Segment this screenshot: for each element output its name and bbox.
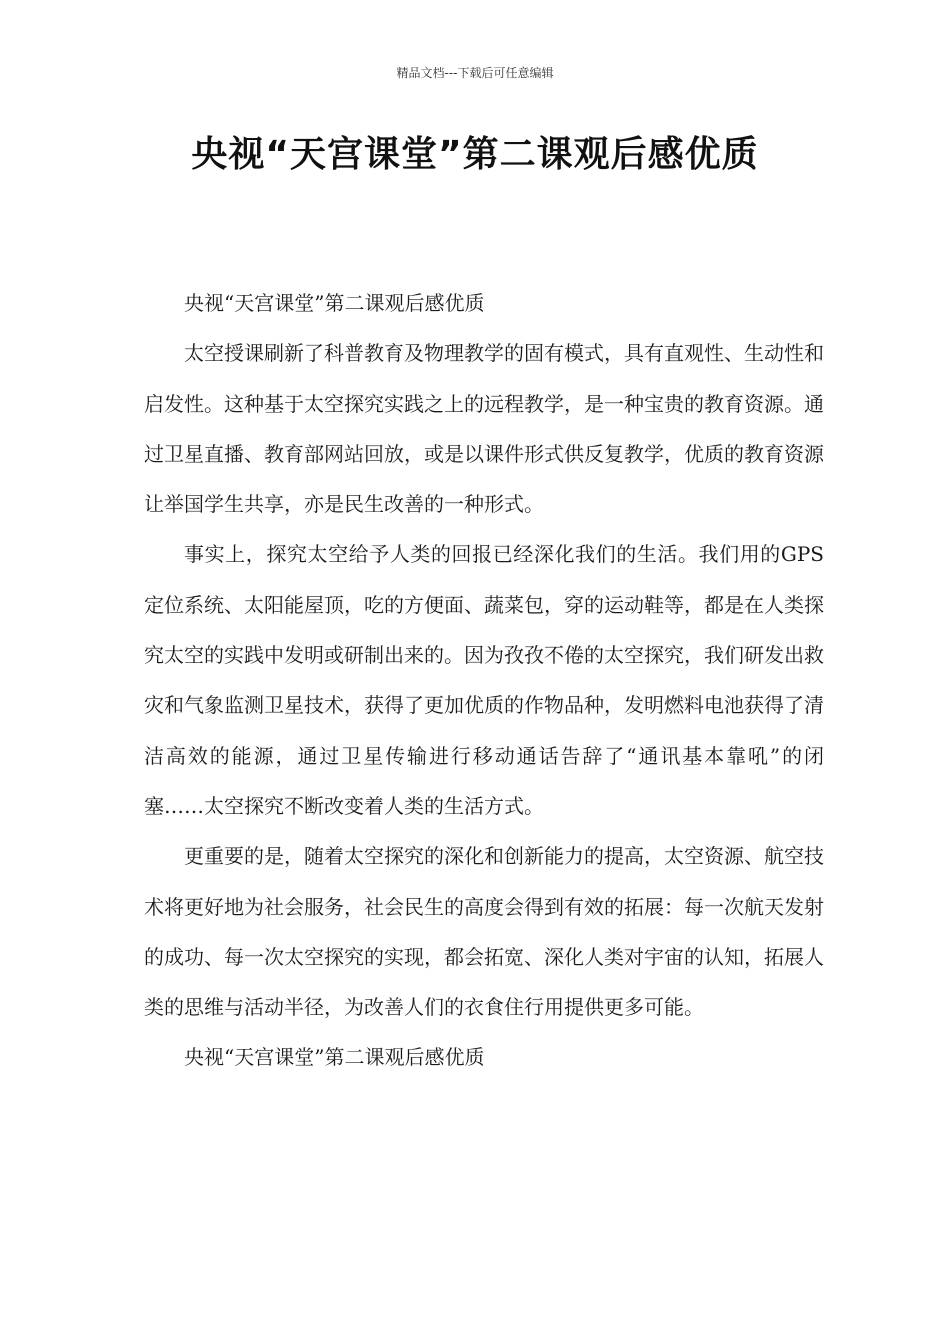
paragraph: 事实上，探究太空给予人类的回报已经深化我们的生活。我们用的GPS定位系统、太阳能屋顶，吃的方便面、蔬菜包，穿的运动鞋等，都是在人类探究太空的实践中发明或研制出来的。因为孜孜不倦的太空探究，我们研发出救灾和气象监测卫星技术，获得了更加优质的作物品种，发明燃料电池获得了清洁高效的能源，通过卫星传输进行移动通话告辞了“通讯基本靠吼”的闭塞……太空探究不断改变着人类的生活方式。 [144, 542, 824, 818]
paragraph: 太空授课刷新了科普教育及物理教学的固有模式，具有直观性、生动性和启发性。这种基于太空探究实践之上的远程教学，是一种宝贵的教育资源。通过卫星直播、教育部网站回放，或是以课件形式供反复教学，优质的教育资源让举国学生共享，亦是民生改善的一种形式。 [144, 341, 824, 517]
paragraph: 更重要的是，随着太空探究的深化和创新能力的提高，太空资源、航空技术将更好地为社会服务，社会民生的高度会得到有效的拓展：每一次航天发射的成功、每一次太空探究的实现，都会拓宽、深化人类对宇宙的认知，拓展人类的思维与活动半径，为改善人们的衣食住行用提供更多可能。 [144, 844, 824, 1020]
paragraph-subtitle: 央视“天宫课堂”第二课观后感优质 [184, 291, 485, 315]
paragraph-subtitle: 央视“天宫课堂”第二课观后感优质 [184, 1045, 485, 1070]
document-title: 央视“天宫课堂”第二课观后感优质 [191, 134, 759, 175]
header-note: 精品文档---下载后可任意编辑 [396, 66, 554, 80]
document-body [144, 278, 824, 1083]
